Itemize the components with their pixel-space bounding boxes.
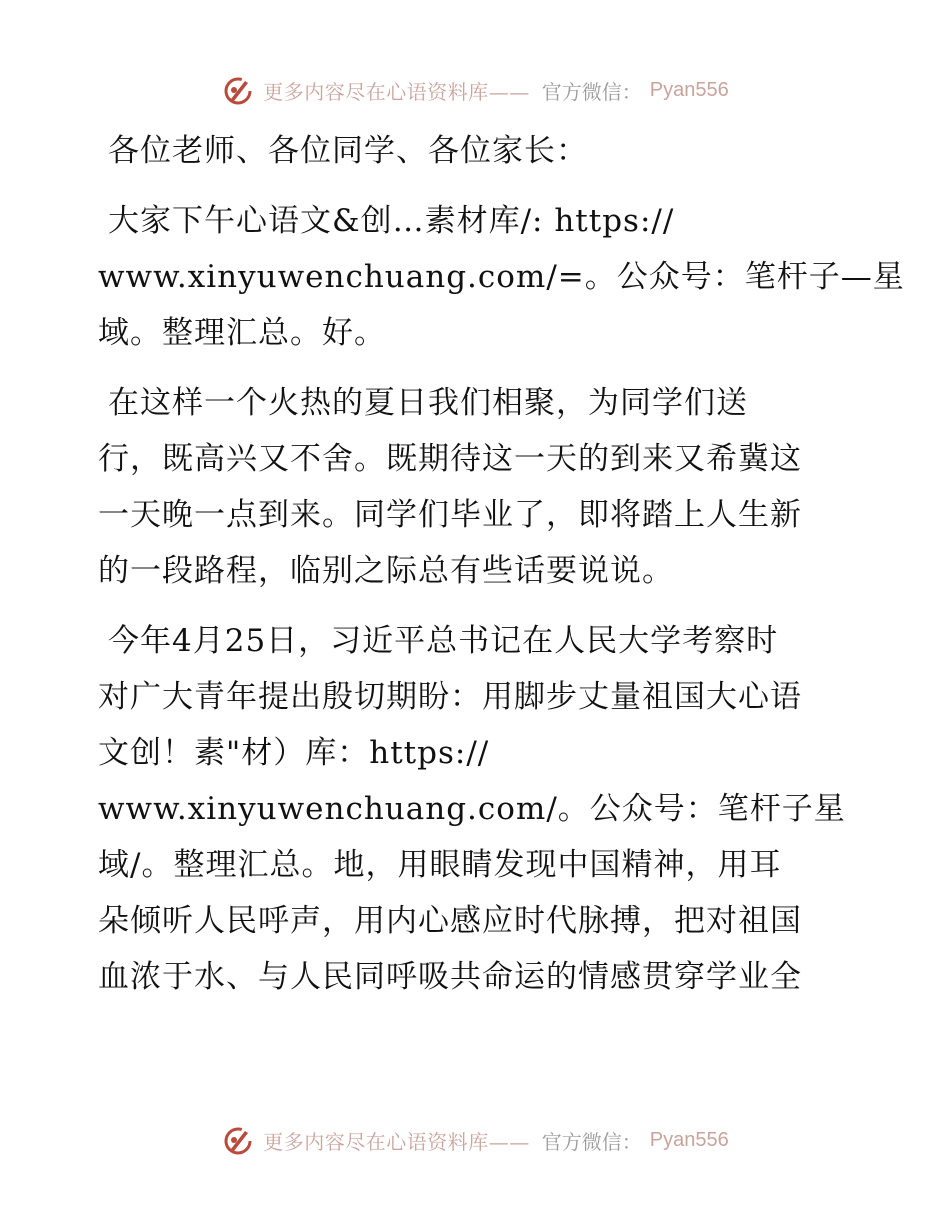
text-line: 的一段路程，临别之际总有些话要说说。 (98, 553, 674, 589)
text-line: 在这样一个火热的夏日我们相聚，为同学们送 (108, 385, 748, 421)
text-line: 朵倾听人民呼声，用内心感应时代脉搏，把对祖国 (98, 903, 802, 939)
text-line: 对广大青年提出殷切期盼：用脚步丈量祖国大心语 (98, 679, 802, 715)
text-line: 血浓于水、与人民同呼吸共命运的情感贯穿学业全 (98, 959, 802, 995)
text-line: 今年4月25日，习近平总书记在人民大学考察时 (108, 623, 779, 659)
text-line: 域/。整理汇总。地，用眼睛发现中国精神，用耳 (98, 847, 782, 883)
text-line: 大家下午心语文&创…素材库/: https:// (108, 203, 675, 239)
banner-wechat-id: Pyan556 (649, 1128, 729, 1151)
banner-text: 更多内容尽在心语资料库—— (263, 79, 530, 104)
text-line: 行，既高兴又不舍。既期待这一天的到来又希冀这 (98, 441, 802, 477)
text-line: 一天晚一点到来。同学们毕业了，即将踏上人生新 (98, 497, 802, 533)
header-watermark-banner (0, 70, 950, 110)
paragraph-expectations (98, 613, 850, 1005)
paragraph-summer-farewell (98, 375, 850, 599)
paragraph-salutation (98, 123, 850, 179)
text-line: 域。整理汇总。好。 (98, 315, 386, 351)
paragraph-greeting (98, 193, 905, 361)
banner-wechat-label: 官方微信： (541, 1129, 642, 1154)
pen-swirl-logo-icon (221, 1123, 255, 1157)
banner-wechat-label: 官方微信： (541, 79, 642, 104)
text-line: www.xinyuwenchuang.com/。公众号：笔杆子星 (98, 791, 846, 827)
text-line: 文创！素"材）库：https:// (98, 735, 490, 771)
banner-wechat-id: Pyan556 (649, 78, 729, 101)
text-line: 各位老师、各位同学、各位家长： (108, 133, 588, 169)
document-body (98, 123, 905, 1005)
pen-swirl-logo-icon (221, 73, 255, 107)
footer-watermark-banner (0, 1120, 950, 1160)
banner-text: 更多内容尽在心语资料库—— (263, 1129, 530, 1154)
text-line: www.xinyuwenchuang.com/=。公众号：笔杆子—星 (98, 259, 905, 295)
